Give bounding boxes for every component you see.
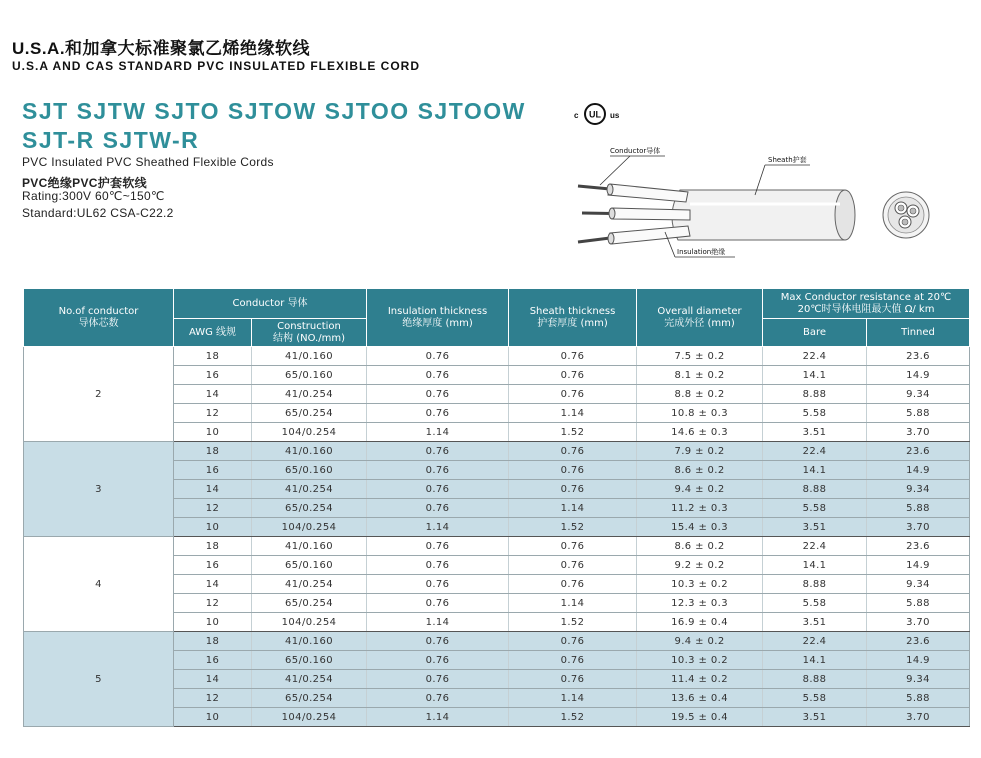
cell-bare: 22.4: [763, 632, 867, 651]
cell-awg: 14: [174, 575, 252, 594]
cell-overall: 10.3 ± 0.2: [637, 575, 763, 594]
cell-bare: 8.88: [763, 385, 867, 404]
cell-sheath: 1.14: [509, 594, 637, 613]
cell-overall: 9.2 ± 0.2: [637, 556, 763, 575]
cell-tinned: 14.9: [867, 556, 970, 575]
cell-tinned: 5.88: [867, 689, 970, 708]
cell-tinned: 3.70: [867, 423, 970, 442]
cell-sheath: 0.76: [509, 632, 637, 651]
cell-sheath: 0.76: [509, 347, 637, 366]
cell-sheath: 1.14: [509, 499, 637, 518]
cell-overall: 13.6 ± 0.4: [637, 689, 763, 708]
insulation-label: Insulation绝缘: [677, 248, 726, 256]
cell-tinned: 5.88: [867, 594, 970, 613]
cell-construction: 41/0.254: [252, 575, 367, 594]
cell-sheath: 1.14: [509, 404, 637, 423]
table-row: [24, 632, 970, 651]
cul-us-certification-logo: [572, 100, 632, 130]
cell-bare: 3.51: [763, 613, 867, 632]
cell-awg: 10: [174, 518, 252, 537]
cell-awg: 10: [174, 613, 252, 632]
header-resistance-en: Max Conductor resistance at 20℃: [780, 291, 952, 303]
cell-insulation: 1.14: [367, 518, 509, 537]
cell-conductor-count: 4: [24, 537, 174, 632]
header-insulation-cn: 绝缘厚度 (mm): [402, 317, 473, 329]
description-en: PVC Insulated PVC Sheathed Flexible Cords: [22, 155, 274, 169]
cell-bare: 14.1: [763, 651, 867, 670]
cell-sheath: 0.76: [509, 575, 637, 594]
cell-tinned: 3.70: [867, 518, 970, 537]
cell-sheath: 1.52: [509, 518, 637, 537]
cell-insulation: 1.14: [367, 613, 509, 632]
cell-tinned: 3.70: [867, 613, 970, 632]
header-resistance: [763, 289, 970, 319]
table-group-2-conductor: [24, 347, 970, 442]
page-title-cn: U.S.A.和加拿大标准聚氯乙烯绝缘软线: [12, 39, 311, 58]
cell-insulation: 0.76: [367, 461, 509, 480]
cell-tinned: 23.6: [867, 632, 970, 651]
cell-overall: 11.2 ± 0.3: [637, 499, 763, 518]
cell-construction: 65/0.160: [252, 366, 367, 385]
cell-construction: 41/0.160: [252, 632, 367, 651]
cell-sheath: 0.76: [509, 480, 637, 499]
cell-awg: 18: [174, 632, 252, 651]
cell-bare: 22.4: [763, 442, 867, 461]
cell-construction: 65/0.254: [252, 404, 367, 423]
cell-tinned: 23.6: [867, 537, 970, 556]
model-list-line-2: SJT-R SJTW-R: [22, 127, 200, 153]
cell-sheath: 0.76: [509, 385, 637, 404]
cell-insulation: 0.76: [367, 499, 509, 518]
header-tinned: Tinned: [867, 319, 970, 347]
cell-construction: 41/0.160: [252, 537, 367, 556]
cell-bare: 3.51: [763, 423, 867, 442]
cell-insulation: 0.76: [367, 442, 509, 461]
cell-overall: 15.4 ± 0.3: [637, 518, 763, 537]
cell-overall: 14.6 ± 0.3: [637, 423, 763, 442]
rating-text: Rating:300V 60℃~150℃: [22, 189, 165, 203]
cell-bare: 5.58: [763, 404, 867, 423]
cell-construction: 104/0.254: [252, 423, 367, 442]
cell-overall: 8.1 ± 0.2: [637, 366, 763, 385]
header-bare: Bare: [763, 319, 867, 347]
cell-sheath: 1.52: [509, 708, 637, 727]
cell-overall: 9.4 ± 0.2: [637, 632, 763, 651]
cell-insulation: 0.76: [367, 347, 509, 366]
table-group-3-conductor: [24, 442, 970, 537]
cell-insulation: 0.76: [367, 575, 509, 594]
cell-construction: 41/0.160: [252, 442, 367, 461]
cell-awg: 16: [174, 461, 252, 480]
cell-overall: 11.4 ± 0.2: [637, 670, 763, 689]
cell-overall: 10.8 ± 0.3: [637, 404, 763, 423]
cell-construction: 41/0.254: [252, 385, 367, 404]
cell-bare: 14.1: [763, 461, 867, 480]
header-construction-cn: 结构 (NO./mm): [273, 332, 345, 344]
cell-insulation: 0.76: [367, 594, 509, 613]
cell-tinned: 14.9: [867, 651, 970, 670]
header-sheath: [509, 289, 637, 347]
core-middle: [582, 208, 690, 220]
cell-sheath: 0.76: [509, 442, 637, 461]
cell-tinned: 14.9: [867, 366, 970, 385]
header-insulation-en: Insulation thickness: [387, 305, 488, 317]
cell-insulation: 0.76: [367, 632, 509, 651]
cell-construction: 65/0.160: [252, 556, 367, 575]
sheath-end: [835, 190, 855, 240]
cell-bare: 14.1: [763, 556, 867, 575]
sheath-body: [672, 190, 851, 240]
cell-insulation: 0.76: [367, 385, 509, 404]
core-bottom: [578, 226, 690, 244]
logo-c-text: c: [574, 111, 579, 120]
cell-tinned: 9.34: [867, 575, 970, 594]
cell-bare: 22.4: [763, 537, 867, 556]
cell-insulation: 0.76: [367, 556, 509, 575]
table-group-5-conductor: [24, 632, 970, 727]
cell-insulation: 0.76: [367, 366, 509, 385]
standard-text: Standard:UL62 CSA-C22.2: [22, 206, 174, 220]
header-no-conductor: [24, 289, 174, 347]
cell-construction: 65/0.254: [252, 689, 367, 708]
cell-construction: 104/0.254: [252, 708, 367, 727]
cell-tinned: 23.6: [867, 347, 970, 366]
header-sheath-en: Sheath thickness: [529, 305, 616, 317]
cell-tinned: 5.88: [867, 404, 970, 423]
cell-sheath: 1.52: [509, 423, 637, 442]
cell-insulation: 0.76: [367, 404, 509, 423]
cell-construction: 41/0.254: [252, 480, 367, 499]
cell-construction: 41/0.254: [252, 670, 367, 689]
cell-tinned: 9.34: [867, 480, 970, 499]
table-row: [24, 537, 970, 556]
logo-us-text: us: [610, 111, 620, 120]
cell-bare: 8.88: [763, 480, 867, 499]
cell-awg: 10: [174, 708, 252, 727]
header-construction: [252, 319, 367, 347]
cell-overall: 16.9 ± 0.4: [637, 613, 763, 632]
cell-tinned: 9.34: [867, 385, 970, 404]
cell-awg: 18: [174, 347, 252, 366]
cell-tinned: 5.88: [867, 499, 970, 518]
cell-tinned: 3.70: [867, 708, 970, 727]
spec-table-header: [24, 289, 970, 347]
cell-insulation: 0.76: [367, 537, 509, 556]
cell-conductor-count: 3: [24, 442, 174, 537]
cell-awg: 18: [174, 537, 252, 556]
cell-construction: 65/0.254: [252, 499, 367, 518]
cell-overall: 9.4 ± 0.2: [637, 480, 763, 499]
sheath-label: Sheath护套: [768, 156, 807, 164]
cell-sheath: 0.76: [509, 670, 637, 689]
cell-bare: 14.1: [763, 366, 867, 385]
logo-ul-text: UL: [589, 109, 601, 120]
cell-sheath: 1.14: [509, 689, 637, 708]
cell-bare: 5.58: [763, 689, 867, 708]
cell-tinned: 9.34: [867, 670, 970, 689]
cell-sheath: 0.76: [509, 537, 637, 556]
cell-awg: 14: [174, 480, 252, 499]
cell-overall: 7.5 ± 0.2: [637, 347, 763, 366]
header-insulation: [367, 289, 509, 347]
header-overall-cn: 完成外径 (mm): [664, 317, 735, 329]
cable-construction-diagram: [570, 140, 980, 265]
cell-construction: 65/0.160: [252, 461, 367, 480]
cell-awg: 12: [174, 594, 252, 613]
cell-awg: 14: [174, 670, 252, 689]
table-row: [24, 442, 970, 461]
cell-construction: 65/0.254: [252, 594, 367, 613]
table-group-4-conductor: [24, 537, 970, 632]
cell-overall: 8.8 ± 0.2: [637, 385, 763, 404]
cell-bare: 3.51: [763, 708, 867, 727]
cell-awg: 10: [174, 423, 252, 442]
cell-awg: 12: [174, 499, 252, 518]
cell-insulation: 0.76: [367, 480, 509, 499]
cell-bare: 8.88: [763, 670, 867, 689]
cell-overall: 8.6 ± 0.2: [637, 461, 763, 480]
cell-awg: 14: [174, 385, 252, 404]
cell-awg: 16: [174, 556, 252, 575]
cell-insulation: 0.76: [367, 670, 509, 689]
cell-construction: 65/0.160: [252, 651, 367, 670]
core-top: [578, 184, 688, 202]
cell-sheath: 1.52: [509, 613, 637, 632]
cell-insulation: 0.76: [367, 651, 509, 670]
header-overall-en: Overall diameter: [657, 305, 742, 317]
cell-bare: 8.88: [763, 575, 867, 594]
cell-conductor-count: 5: [24, 632, 174, 727]
cell-bare: 5.58: [763, 499, 867, 518]
cell-overall: 19.5 ± 0.4: [637, 708, 763, 727]
model-list-line-1: SJT SJTW SJTO SJTOW SJTOO SJTOOW: [22, 98, 526, 124]
conductor-label: Conductor导体: [610, 147, 661, 155]
header-no-conductor-en: No.of conductor: [58, 305, 139, 317]
cell-awg: 16: [174, 366, 252, 385]
cell-sheath: 0.76: [509, 651, 637, 670]
cell-awg: 12: [174, 404, 252, 423]
header-construction-en: Construction: [277, 320, 341, 332]
cell-overall: 12.3 ± 0.3: [637, 594, 763, 613]
header-conductor: Conductor 导体: [174, 289, 367, 319]
cell-bare: 3.51: [763, 518, 867, 537]
cell-construction: 104/0.254: [252, 518, 367, 537]
cell-overall: 7.9 ± 0.2: [637, 442, 763, 461]
cell-overall: 8.6 ± 0.2: [637, 537, 763, 556]
cell-awg: 18: [174, 442, 252, 461]
cell-sheath: 0.76: [509, 556, 637, 575]
header-no-conductor-cn: 导体芯数: [78, 317, 119, 329]
cell-conductor-count: 2: [24, 347, 174, 442]
cell-awg: 16: [174, 651, 252, 670]
cell-tinned: 23.6: [867, 442, 970, 461]
table-row: [24, 347, 970, 366]
cell-overall: 10.3 ± 0.2: [637, 651, 763, 670]
cell-insulation: 1.14: [367, 423, 509, 442]
conductor-leader-line: [600, 156, 630, 185]
cell-bare: 22.4: [763, 347, 867, 366]
header-resistance-cn: 20℃时导体电阻最大值 Ω/ km: [797, 303, 935, 315]
header-awg: AWG 线规: [174, 319, 252, 347]
spec-table: [23, 288, 970, 727]
header-overall: [637, 289, 763, 347]
cell-insulation: 0.76: [367, 689, 509, 708]
cell-sheath: 0.76: [509, 366, 637, 385]
header-sheath-cn: 护套厚度 (mm): [537, 317, 608, 329]
cell-insulation: 1.14: [367, 708, 509, 727]
cell-bare: 5.58: [763, 594, 867, 613]
cell-construction: 41/0.160: [252, 347, 367, 366]
cell-construction: 104/0.254: [252, 613, 367, 632]
cell-sheath: 0.76: [509, 461, 637, 480]
cell-tinned: 14.9: [867, 461, 970, 480]
description-cn: PVC绝缘PVC护套软线: [22, 176, 147, 190]
page-title-en: U.S.A AND CAS STANDARD PVC INSULATED FLEXIBLE CORD: [12, 59, 421, 73]
cell-awg: 12: [174, 689, 252, 708]
cable-cross-section: [883, 192, 929, 238]
